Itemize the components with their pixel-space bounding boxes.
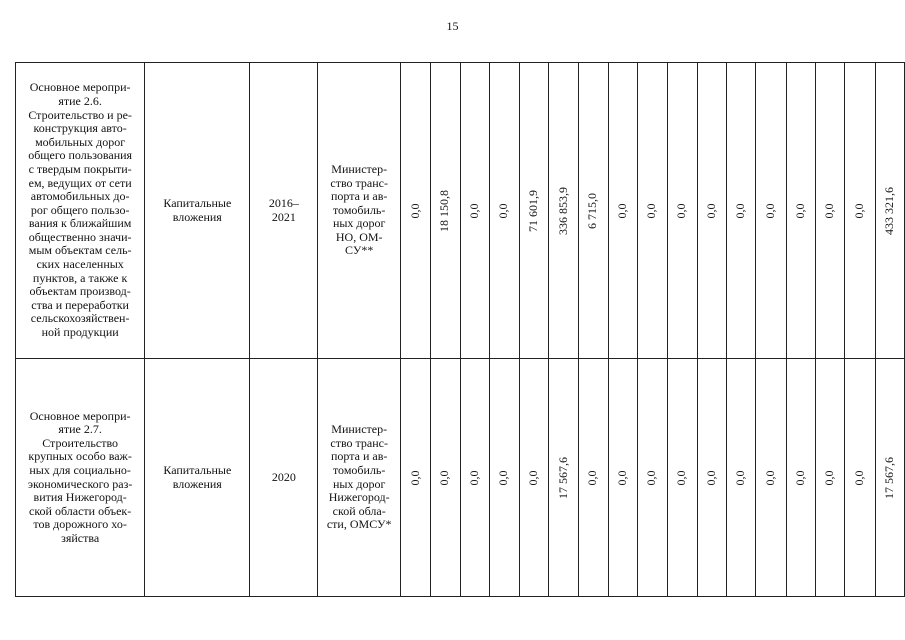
value-cell: [786, 63, 815, 359]
value-text: 0,0: [763, 470, 778, 485]
value-cell: [608, 359, 637, 597]
page-number: 15: [446, 19, 459, 33]
value-cell: [638, 359, 667, 597]
value-cell: [727, 63, 756, 359]
value-text: 0,0: [407, 203, 422, 218]
value-cell: [400, 63, 430, 359]
value-text: 0,0: [792, 203, 807, 218]
total-text: 433 321,6: [881, 186, 896, 235]
value-text: 336 853,9: [555, 186, 570, 235]
value-cell: [578, 63, 608, 359]
value-cell: [786, 359, 815, 597]
executor-cell: Министер- ство транс- порта и ав- томобиль- ных дорог НО, ОМ- СУ**: [318, 63, 400, 359]
value-text: 0,0: [644, 470, 659, 485]
value-cell: [489, 359, 519, 597]
value-text: 0,0: [792, 470, 807, 485]
period-cell: 2016– 2021: [250, 63, 318, 359]
value-text: 0,0: [615, 470, 630, 485]
value-cell: [520, 359, 549, 597]
value-text: 0,0: [585, 470, 600, 485]
measure-cell: Основное меропри- ятие 2.7. Строительство крупных особо важ- ных для социально- экономического раз- вития Нижегород- ской области объек- тов дорожного хо- зяйства: [16, 359, 145, 597]
value-cell: [549, 63, 578, 359]
value-cell: [667, 359, 697, 597]
value-text: 0,0: [822, 470, 837, 485]
value-text: 0,0: [644, 203, 659, 218]
budget-table: [15, 62, 905, 597]
value-cell: [460, 359, 489, 597]
value-cell: [815, 63, 844, 359]
value-cell: [431, 63, 460, 359]
value-cell: [431, 359, 460, 597]
value-text: 0,0: [674, 203, 689, 218]
value-text: 0,0: [733, 470, 748, 485]
value-text: 0,0: [437, 470, 452, 485]
value-cell: [460, 63, 489, 359]
value-cell: [489, 63, 519, 359]
value-text: 0,0: [496, 470, 511, 485]
value-text: 0,0: [704, 470, 719, 485]
measure-cell: Основное меропри- ятие 2.6. Строительство и ре- конструкция авто- мобильных дорог общего пользования с твердым покрыти- ем, ведущих от сети автомобильных до- рог общего пользо- вания к ближайшим общественно значи- мым объектам сель- ских населенных пунктов, а также к объектам производ- ства и переработки сельскохозяйствен- ной продукции: [16, 63, 145, 359]
value-cell: [667, 63, 697, 359]
value-cell: [845, 359, 875, 597]
executor-cell: Министер- ство транс- порта и ав- томобиль- ных дорог Нижегород- ской обла- сти, ОМСУ*: [318, 359, 400, 597]
value-cell: [400, 359, 430, 597]
value-text: 0,0: [822, 203, 837, 218]
total-cell: [875, 63, 905, 359]
value-text: 0,0: [526, 470, 541, 485]
funding-type-cell: Капитальные вложения: [145, 63, 250, 359]
value-cell: [549, 359, 578, 597]
value-text: 71 601,9: [526, 189, 541, 232]
period-cell: 2020: [250, 359, 318, 597]
value-text: 0,0: [674, 470, 689, 485]
value-cell: [845, 63, 875, 359]
value-cell: [697, 63, 726, 359]
value-cell: [638, 63, 667, 359]
total-cell: [875, 359, 905, 597]
value-text: 6 715,0: [585, 192, 600, 229]
funding-type-cell: Капитальные вложения: [145, 359, 250, 597]
value-cell: [697, 359, 726, 597]
value-text: 0,0: [615, 203, 630, 218]
value-cell: [608, 63, 637, 359]
value-cell: [520, 63, 549, 359]
value-text: 0,0: [852, 470, 867, 485]
value-text: 0,0: [733, 203, 748, 218]
table-row: [16, 63, 905, 359]
value-text: 0,0: [407, 470, 422, 485]
value-text: 0,0: [466, 203, 481, 218]
value-text: 0,0: [496, 203, 511, 218]
value-cell: [756, 63, 786, 359]
table-row: [16, 359, 905, 597]
total-text: 17 567,6: [881, 456, 896, 499]
value-text: 0,0: [704, 203, 719, 218]
value-text: 17 567,6: [555, 456, 570, 499]
value-cell: [578, 359, 608, 597]
value-text: 18 150,8: [437, 189, 452, 232]
value-cell: [815, 359, 844, 597]
value-cell: [756, 359, 786, 597]
value-text: 0,0: [852, 203, 867, 218]
value-cell: [727, 359, 756, 597]
value-text: 0,0: [763, 203, 778, 218]
value-text: 0,0: [466, 470, 481, 485]
